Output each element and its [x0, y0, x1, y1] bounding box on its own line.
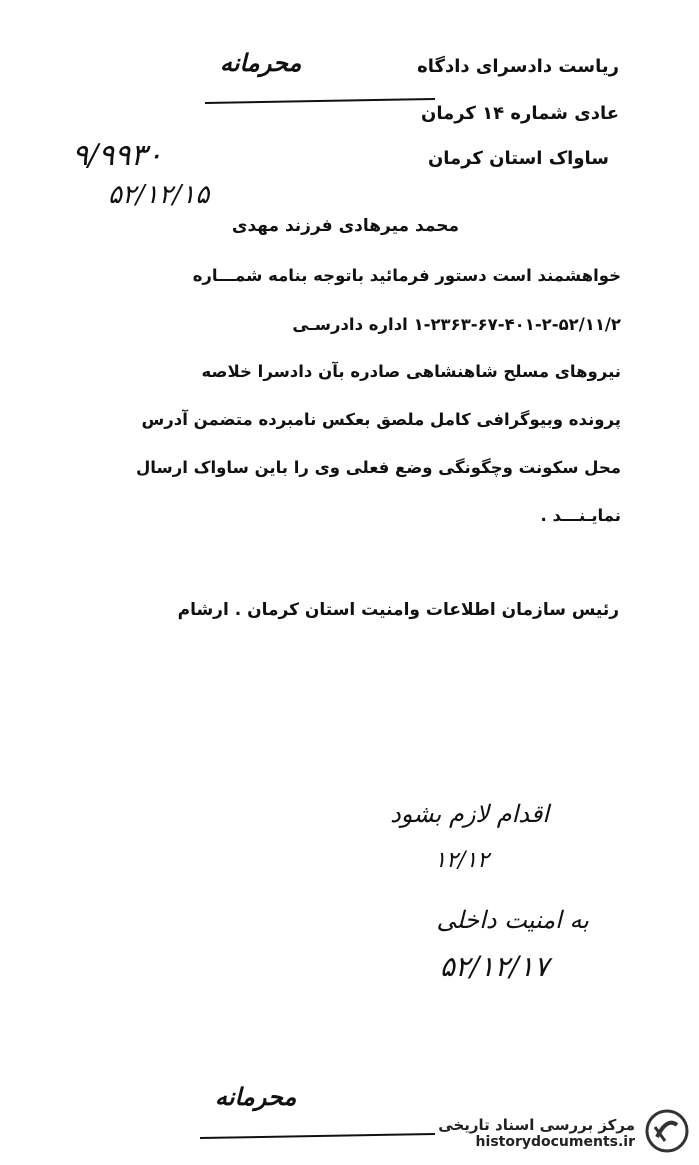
handwritten-note-referral: به امنیت داخلی [436, 906, 589, 934]
watermark-text-block [438, 1116, 635, 1150]
letterhead-line-2: عادی شماره ۱۴ کرمان [420, 103, 619, 124]
body-line-4: پرونده وبیوگرافی کامل ملصق بعکس نامبرده متضمن آدرس [141, 410, 621, 429]
watermark-text-fa: مرکز بررسی اسناد تاریخی [438, 1116, 635, 1134]
handwritten-note-date-2: ۵۲/۱۲/۱۷ [439, 950, 549, 983]
issuer-signature-line: رئیس سازمان اطلاعات وامنیت استان کرمان . ارشام [177, 600, 619, 620]
top-stamp-underline [205, 98, 435, 104]
archive-seal-icon [643, 1107, 691, 1159]
body-line-6: نمایـنـــد . [540, 506, 621, 525]
body-line-3: نیروهای مسلح شاهنشاهی صادره بآن دادسرا خلاصه [201, 362, 621, 381]
letterhead-line-1: ریاست دادسرای دادگاه [417, 56, 619, 77]
handwritten-note-date-1: ۱۲/۱۲ [434, 848, 489, 873]
watermark-text-en: historydocuments.ir [475, 1134, 635, 1150]
bottom-stamp: محرمانه [215, 1082, 297, 1111]
handwritten-reference-date: ۵۲/۱۲/۱۵ [108, 180, 210, 210]
body-line-2: ۱-۲۳۶۳-۶۷-۴۰۱-۲-۵۲/۱۱/۲ اداره دادرسـی [292, 315, 621, 334]
letter-subject: محمد میرهادی فرزند مهدی [231, 216, 459, 236]
body-line-5: محل سکونت وچگونگی وضع فعلی وی را باین ساواک ارسال [135, 458, 621, 477]
top-stamp: محرمانه [220, 48, 302, 77]
body-line-1: خواهشمند است دستور فرمائید باتوجه بنامه شمـــاره [192, 266, 621, 285]
handwritten-note-action: اقدام لازم بشود [390, 800, 549, 828]
archive-watermark [391, 1105, 691, 1161]
letterhead-line-3: ساواک استان کرمان [427, 148, 609, 169]
handwritten-reference-number: ۹/۹۹۳۰ [72, 138, 163, 173]
